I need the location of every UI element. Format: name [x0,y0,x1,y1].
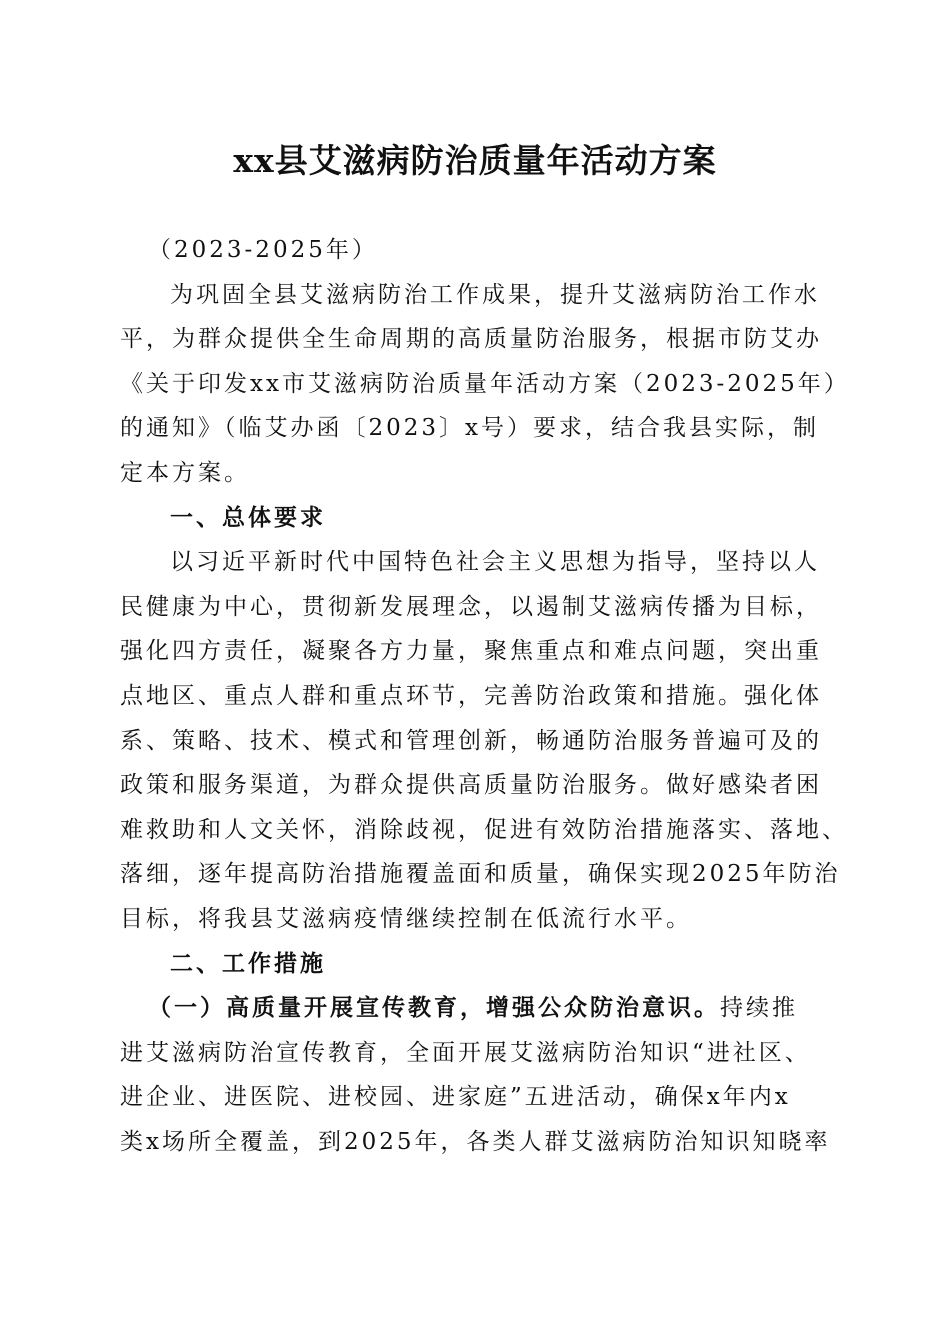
intro-line: 的通知》（临艾办函〔2023〕x号）要求，结合我县实际，制 [120,415,820,442]
section1-line: 民健康为中心，贯彻新发展理念，以遏制艾滋病传播为目标， [120,593,822,620]
document-body [120,228,850,1164]
section-heading-general-requirements: 一、总体要求 [170,503,326,531]
subsection-line: 类x场所全覆盖，到2025年，各类人群艾滋病防治知识知晓率 [120,1128,831,1155]
subsection-heading: （一）高质量开展宣传教育，增强公众防治意识。 [148,994,720,1022]
section1-line: 政策和服务渠道，为群众提供高质量防治服务。做好感染者困 [120,772,822,799]
section1-line: 落细，逐年提高防治措施覆盖面和质量，确保实现2025年防治 [120,861,841,888]
section1-line: 以习近平新时代中国特色社会主义思想为指导，坚持以人 [170,549,820,576]
section1-line: 难救助和人文关怀，消除歧视，促进有效防治措施落实、落地、 [120,816,848,843]
intro-line: 为巩固全县艾滋病防治工作成果，提升艾滋病防治工作水 [170,281,820,308]
document-subtitle: （2023-2025年） [148,237,378,263]
section-heading-work-measures: 二、工作措施 [170,949,326,977]
section1-line: 系、策略、技术、模式和管理创新，畅通防治服务普遍可及的 [120,727,822,754]
subsection-text: 持续推 [720,995,798,1022]
section1-line: 强化四方责任，凝聚各方力量，聚焦重点和难点问题，突出重 [120,638,822,665]
section1-line: 点地区、重点人群和重点环节，完善防治政策和措施。强化体 [120,682,822,709]
section1-line: 目标，将我县艾滋病疫情继续控制在低流行水平。 [120,905,692,932]
intro-line: 定本方案。 [120,459,250,486]
subsection-line: 进企业、进医院、进校园、进家庭”五进活动，确保x年内x [120,1084,791,1111]
intro-line: 平，为群众提供全生命周期的高质量防治服务，根据市防艾办 [120,326,822,353]
document-title: xx县艾滋病防治质量年活动方案 [233,141,717,180]
subsection-first-line [120,986,840,1031]
subsection-line: 进艾滋病防治宣传教育，全面开展艾滋病防治知识“进社区、 [120,1039,811,1066]
intro-line: 《关于印发xx市艾滋病防治质量年活动方案（2023-2025年） [120,370,850,397]
